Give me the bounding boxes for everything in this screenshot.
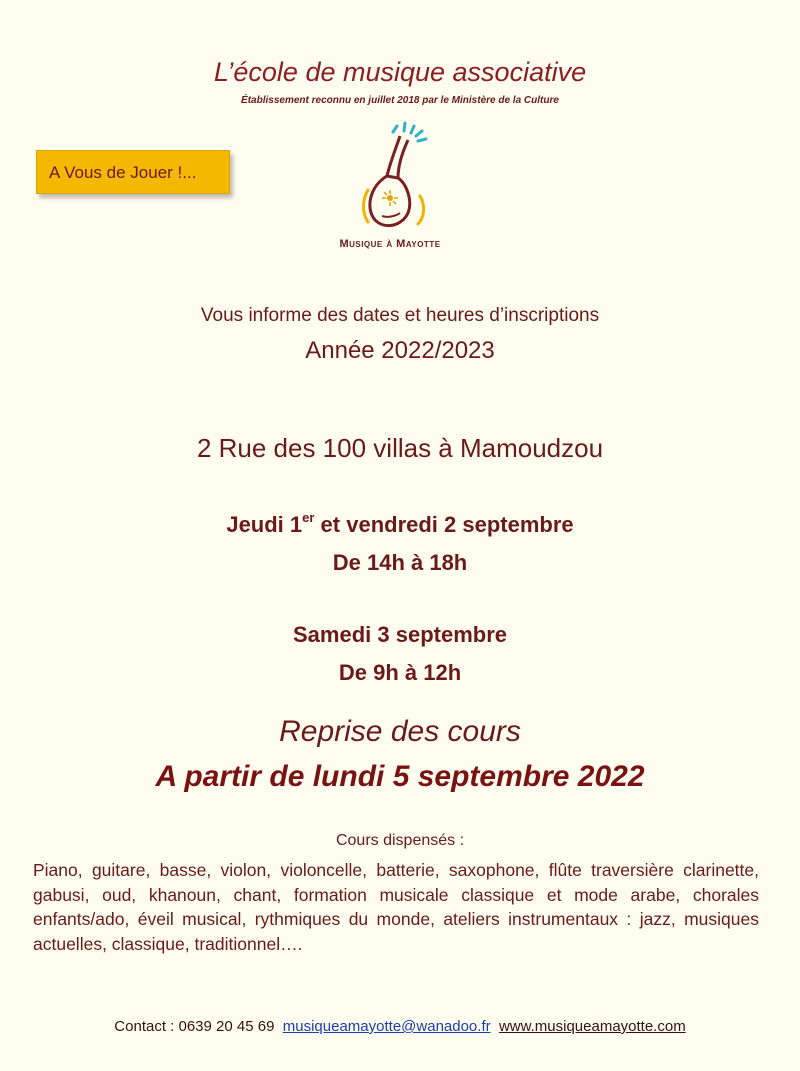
play-badge: A Vous de Jouer !... (36, 150, 230, 194)
classes-resume-date: A partir de lundi 5 septembre 2022 (155, 760, 645, 793)
logo-caption: Musique à Mayotte (339, 238, 441, 250)
classes-resume-label: Reprise des cours (279, 715, 521, 748)
registration-hours-2: De 9h à 12h (338, 660, 462, 685)
courses-list: Piano, guitare, basse, violon, violoncelle, batterie, saxophone, flûte traversière clarinette, gabusi, oud, khanoun, chant, formation musicale classique et mode arabe, chorales enfants/ado, éveil musical, rythmiques du monde, ateliers instrumentaux : jazz, musiques actuelles, classique, traditionnel…. (33, 860, 759, 954)
website-link[interactable]: www.musiqueamayotte.com (498, 1018, 686, 1035)
day1-start: Jeudi 1 (226, 512, 303, 537)
day1-sup: er (302, 510, 315, 525)
contact-phone: Contact : 0639 20 45 69 (114, 1018, 275, 1035)
address: 2 Rue des 100 villas à Mamoudzou (196, 433, 604, 463)
inform-text: Vous informe des dates et heures d’inscriptions (200, 305, 600, 326)
courses-title: Cours dispensés : (335, 832, 465, 849)
day1-end: et vendredi 2 septembre (314, 512, 574, 537)
contact-line (0, 1018, 800, 1035)
email-link[interactable]: musiqueamayotte@wanadoo.fr (282, 1018, 491, 1035)
lute-logo-icon (340, 118, 440, 238)
registration-days-2: Samedi 3 septembre (293, 622, 507, 647)
school-subtitle: Établissement reconnu en juillet 2018 par le Ministère de la Culture (241, 95, 559, 106)
registration-days-1 (0, 512, 800, 538)
school-year: Année 2022/2023 (305, 337, 495, 364)
registration-hours-1: De 14h à 18h (332, 550, 468, 575)
school-title: L’école de musique associative (213, 57, 587, 87)
